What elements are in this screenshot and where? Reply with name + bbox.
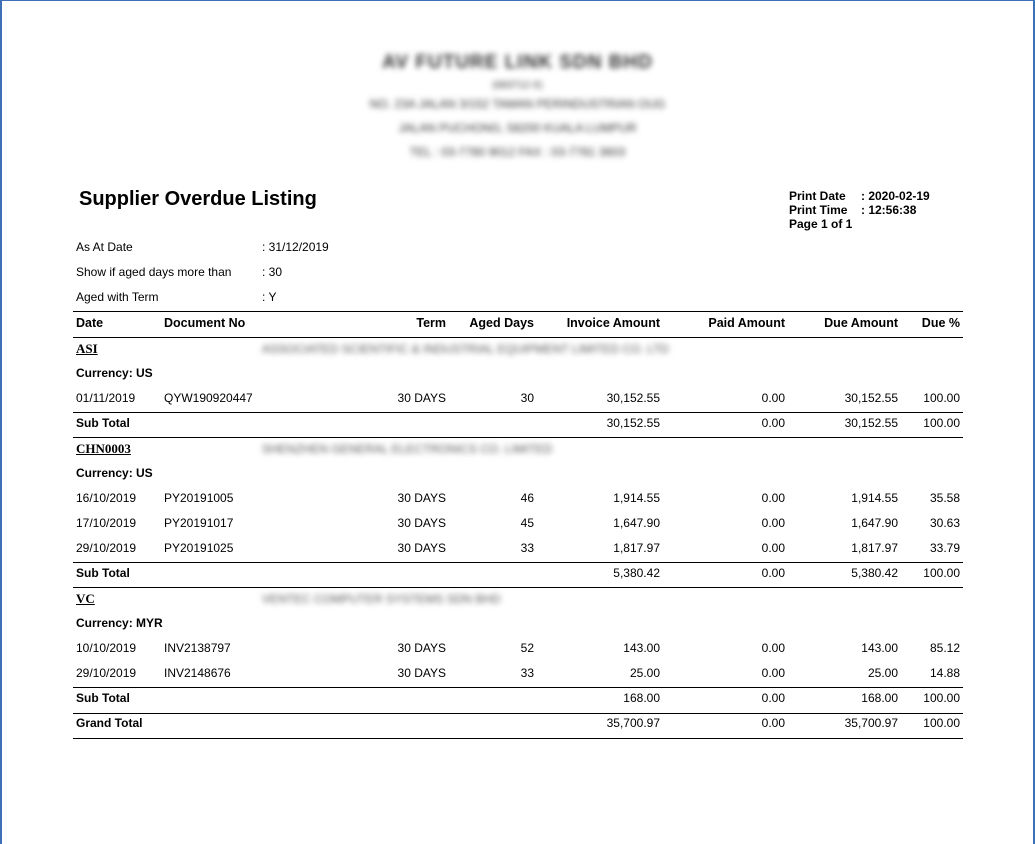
grand-total-pct: 100.00 [923,716,960,730]
supplier-code: VC [76,591,95,606]
param-value: : Y [262,290,277,304]
grand-total-due: 35,700.97 [844,716,898,730]
row-aged-days: 33 [520,541,534,555]
row-doc-no: PY20191017 [164,516,234,530]
row-due-amount: 30,152.55 [844,391,898,405]
param-value: : 30 [262,265,283,279]
company-name: AV FUTURE LINK SDN BHD [382,52,653,73]
subtotal-invoice: 30,152.55 [606,416,660,430]
subtotal-bottom-rule [73,587,963,588]
header-bottom-rule [73,337,963,338]
row-due-pct: 30.63 [929,516,960,530]
company-contact: TEL : 03-7780 9012 FAX : 03-7781 3603 [409,145,626,159]
row-due-pct: 85.12 [929,641,960,655]
subtotal-due: 30,152.55 [844,416,898,430]
row-aged-days: 30 [520,391,534,405]
row-doc-no: PY20191005 [164,491,234,505]
col-invoice-amount: Invoice Amount [566,316,660,330]
param-label: Aged with Term [76,290,159,304]
row-term: 30 DAYS [397,641,446,655]
row-date: 16/10/2019 [76,491,137,505]
subtotal-due: 5,380.42 [851,566,898,580]
row-invoice-amount: 25.00 [629,666,660,680]
row-date: 10/10/2019 [76,641,137,655]
row-date: 01/11/2019 [76,391,136,405]
row-due-amount: 143.00 [861,641,898,655]
grand-total-top-rule [73,713,963,714]
row-aged-days: 45 [520,516,534,530]
row-due-pct: 100.00 [923,391,960,405]
col-paid-amount: Paid Amount [708,316,785,330]
col-doc-no: Document No [164,316,246,330]
row-doc-no: INV2148676 [164,666,231,680]
supplier-code: ASI [76,341,98,356]
currency-label: Currency: US [76,366,153,380]
row-paid-amount: 0.00 [761,391,785,405]
row-term: 30 DAYS [397,541,446,555]
row-date: 17/10/2019 [76,516,137,530]
subtotal-label: Sub Total [76,566,130,580]
row-due-pct: 14.88 [929,666,960,680]
row-invoice-amount: 30,152.55 [606,391,660,405]
subtotal-pct: 100.00 [923,416,960,430]
row-paid-amount: 0.00 [761,491,785,505]
col-due-pct: Due % [921,316,960,330]
grand-total-paid: 0.00 [761,716,785,730]
param-value: : 31/12/2019 [262,240,329,254]
report-title: Supplier Overdue Listing [79,188,317,210]
subtotal-paid: 0.00 [761,566,785,580]
row-term: 30 DAYS [397,391,446,405]
row-invoice-amount: 143.00 [623,641,660,655]
subtotal-bottom-rule [73,437,963,438]
row-due-amount: 25.00 [867,666,898,680]
print-info [789,189,930,231]
row-term: 30 DAYS [397,491,446,505]
supplier-name: VENTEC COMPUTER SYSTEMS SDN BHD [262,592,501,606]
param-label: Show if aged days more than [76,265,232,279]
subtotal-paid: 0.00 [761,691,785,705]
grand-total-bottom-rule [73,738,963,739]
col-date: Date [76,316,104,330]
row-date: 29/10/2019 [76,666,137,680]
row-due-amount: 1,647.90 [851,516,898,530]
grand-total-invoice: 35,700.97 [606,716,660,730]
currency-label: Currency: US [76,466,153,480]
row-doc-no: PY20191025 [164,541,234,555]
row-aged-days: 52 [520,641,534,655]
grand-total-label: Grand Total [76,716,143,730]
subtotal-top-rule [73,687,963,688]
col-term: Term [416,316,446,330]
col-aged-days: Aged Days [469,316,534,330]
param-aged-with-term [76,290,276,304]
supplier-name: ASSOCIATED SCIENTIFIC & INDUSTRIAL EQUIPMENT LIMITED CO. LTD [262,342,669,356]
row-doc-no: INV2138797 [164,641,231,655]
subtotal-due: 168.00 [861,691,898,705]
row-invoice-amount: 1,817.97 [613,541,660,555]
subtotal-top-rule [73,412,963,413]
print-time-label: Print Time [789,203,848,217]
supplier-code: CHN0003 [76,441,131,456]
row-invoice-amount: 1,647.90 [613,516,660,530]
subtotal-label: Sub Total [76,416,130,430]
row-doc-no: QYW190920447 [164,391,253,405]
row-due-pct: 35.58 [929,491,960,505]
subtotal-top-rule [73,562,963,563]
subtotal-paid: 0.00 [761,416,785,430]
col-due-amount: Due Amount [824,316,898,330]
row-due-amount: 1,914.55 [851,491,898,505]
row-due-amount: 1,817.97 [851,541,898,555]
row-paid-amount: 0.00 [761,666,785,680]
param-as-at-date [76,240,329,254]
currency-label: Currency: MYR [76,616,163,630]
page-info: Page 1 of 1 [789,217,853,231]
print-date-label: Print Date [789,189,846,203]
print-time: : 12:56:38 [861,203,917,217]
subtotal-label: Sub Total [76,691,130,705]
row-invoice-amount: 1,914.55 [613,491,660,505]
header-top-rule [73,311,963,312]
row-date: 29/10/2019 [76,541,137,555]
row-paid-amount: 0.00 [761,541,785,555]
subtotal-pct: 100.00 [923,691,960,705]
row-term: 30 DAYS [397,516,446,530]
row-paid-amount: 0.00 [761,641,785,655]
subtotal-pct: 100.00 [923,566,960,580]
row-term: 30 DAYS [397,666,446,680]
subtotal-invoice: 5,380.42 [613,566,660,580]
row-paid-amount: 0.00 [761,516,785,530]
param-aged-days [76,265,282,279]
company-address-line1: NO. 23A JALAN 3/152 TAMAN PERINDUSTRIAN OUG [369,97,666,111]
company-address-line2: JALAN PUCHONG, 58200 KUALA LUMPUR [398,121,637,135]
row-due-pct: 33.79 [929,541,960,555]
subtotal-invoice: 168.00 [623,691,660,705]
print-date: : 2020-02-19 [861,189,930,203]
param-label: As At Date [76,240,133,254]
supplier-name: SHENZHEN GENERAL ELECTRONICS CO. LIMITED [262,442,553,456]
row-aged-days: 46 [520,491,534,505]
company-reg-no: (683712-X) [492,80,543,91]
row-aged-days: 33 [520,666,534,680]
